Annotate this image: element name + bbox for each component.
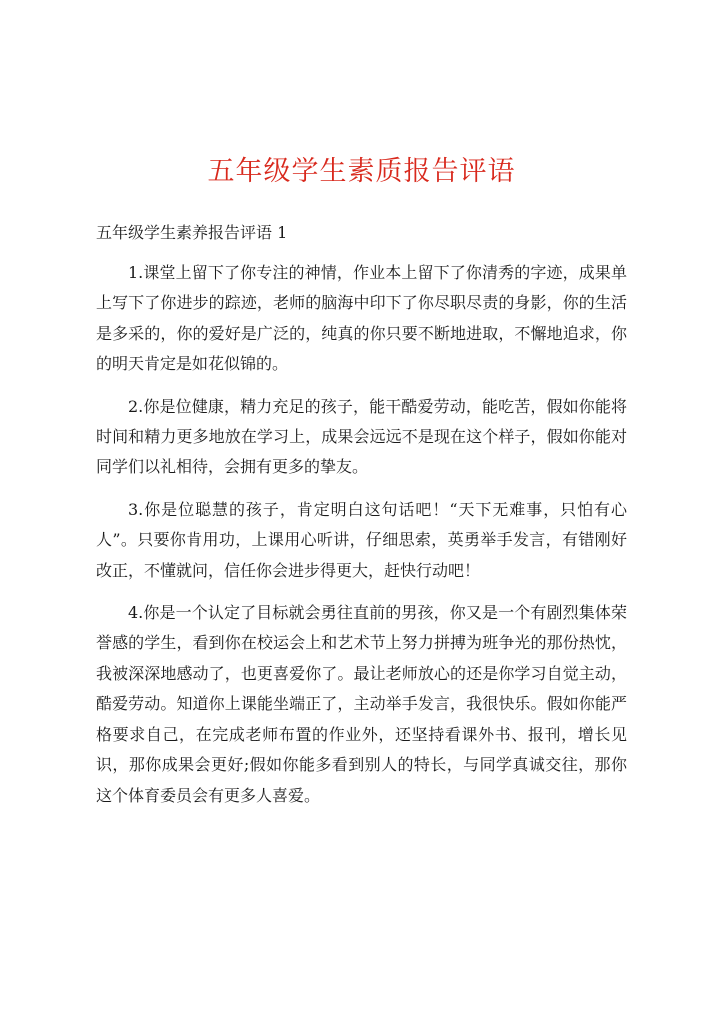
paragraph-1: 1.课堂上留下了你专注的神情，作业本上留下了你清秀的字迹，成果单上写下了你进步的踪迹，老师的脑海中印下了你尽职尽责的身影，你的生活是多采的，你的爱好是广泛的，纯真的你只要不断地进取，不懈地追求，你的明天肯定是如花似锦的。 bbox=[96, 263, 627, 374]
paragraph-4: 4.你是一个认定了目标就会勇往直前的男孩，你又是一个有剧烈集体荣誉感的学生，看到你在校运会上和艺术节上努力拼搏为班争光的那份热忱，我被深深地感动了，也更喜爱你了。最让老师放心的还是你学习自觉主动，酷爱劳动。知道你上课能坐端正了，主动举手发言，我很快乐。假如你能严格要求自己，在完成老师布置的作业外，还坚持看课外书、报刊，增长见识，那你成果会更好;假如你能多看到别人的特长，与同学真诚交往，那你这个体育委员会有更多人喜爱。 bbox=[96, 603, 627, 805]
section-heading: 五年级学生素养报告评语 1 bbox=[96, 223, 288, 242]
paragraph-3: 3.你是位聪慧的孩子，肯定明白这句话吧！“天下无难事，只怕有心人”。只要你肯用功，上课用心听讲，仔细思索，英勇举手发言，有错刚好改正，不懂就问，信任你会进步得更大，赶快行动吧！ bbox=[96, 499, 627, 580]
paragraph-2: 2.你是位健康，精力充足的孩子，能干酷爱劳动，能吃苦，假如你能将时间和精力更多地放在学习上，成果会远远不是现在这个样子，假如你能对同学们以礼相待，会拥有更多的挚友。 bbox=[96, 396, 627, 477]
document-title: 五年级学生素质报告评语 bbox=[207, 156, 516, 187]
